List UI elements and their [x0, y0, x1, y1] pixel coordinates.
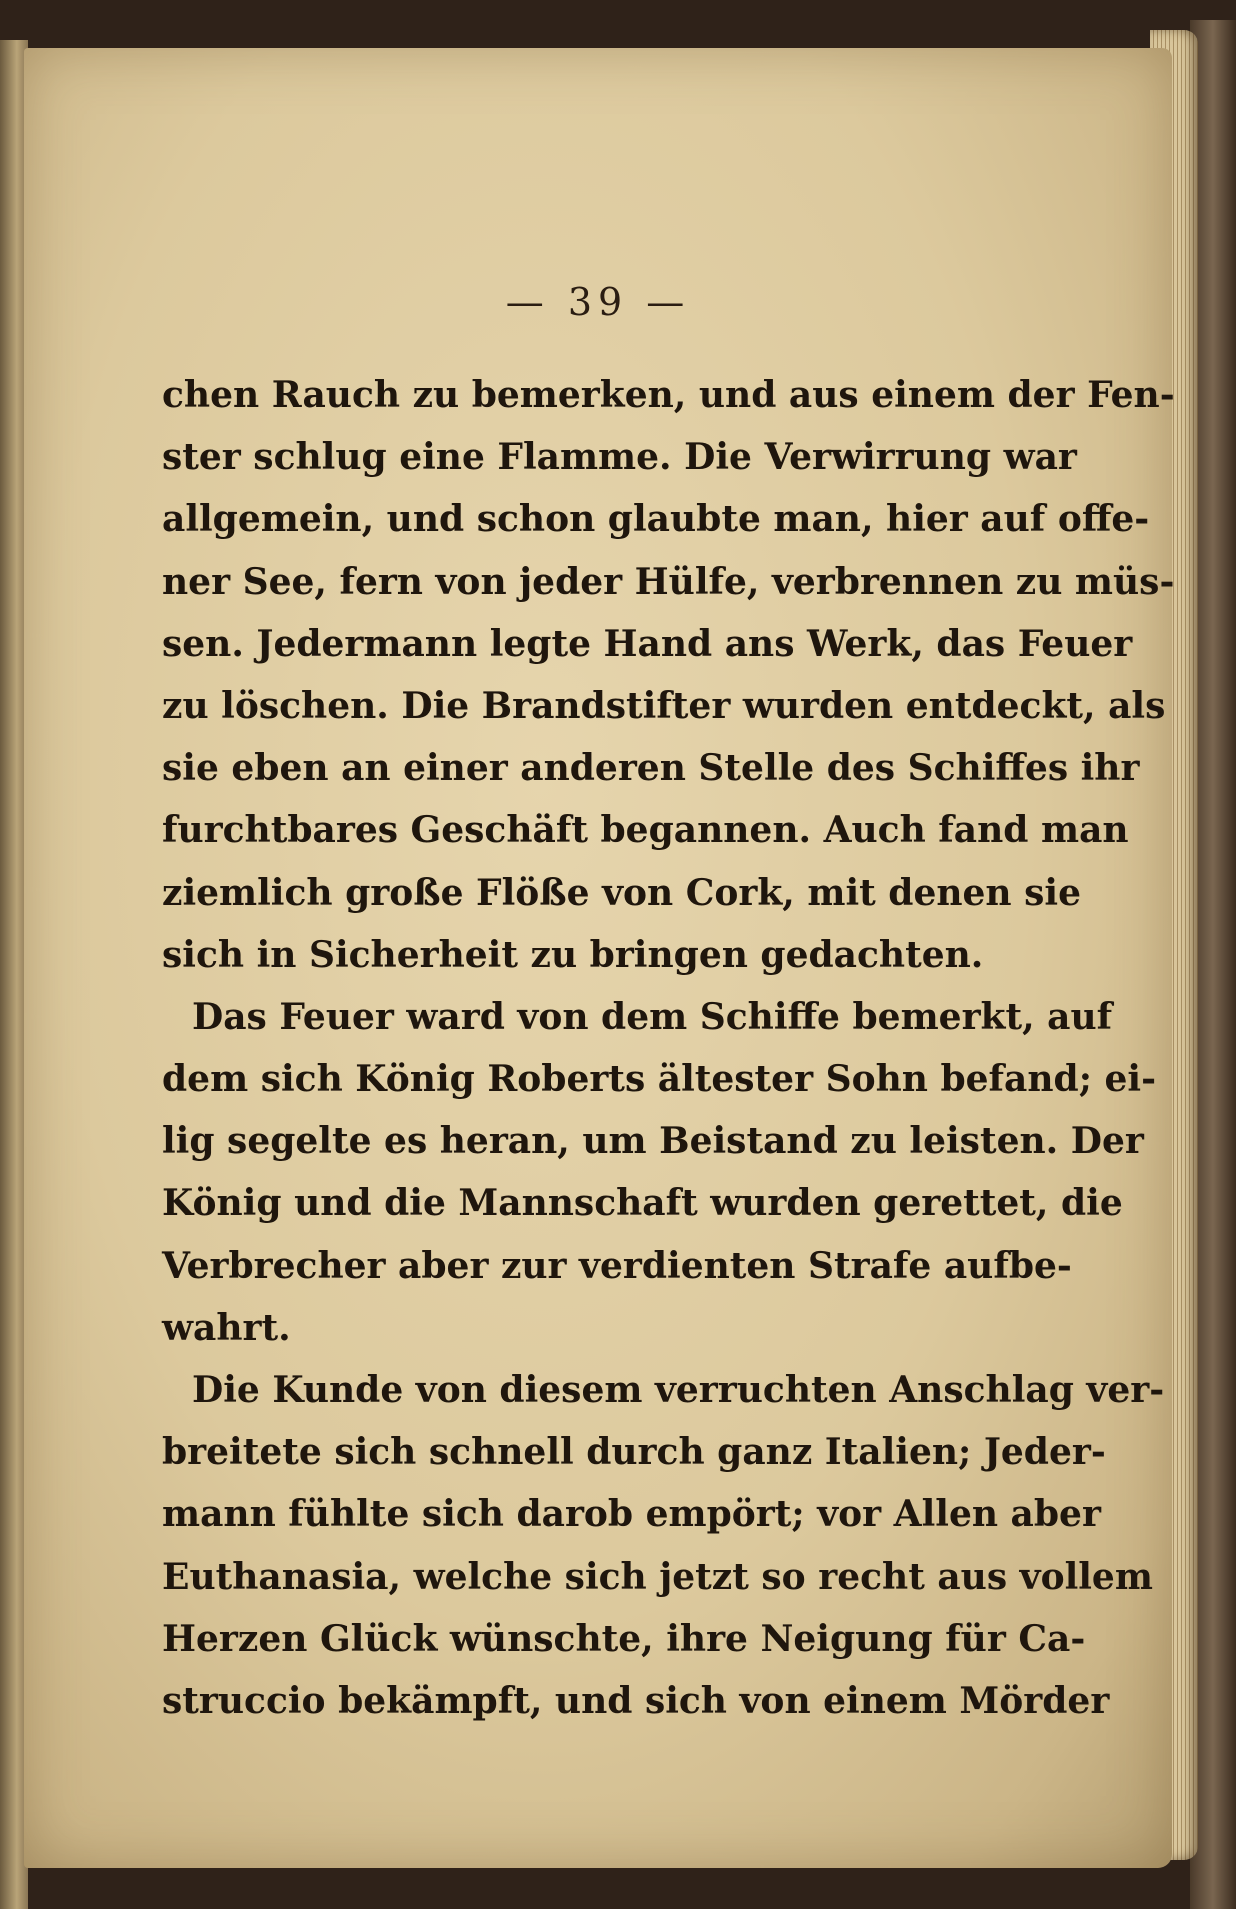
body-text [162, 364, 1175, 1732]
text-line: Euthanasia, welche sich jetzt so recht aus vollem [162, 1555, 1153, 1598]
text-line: Verbrecher aber zur verdienten Strafe aufbe- [162, 1244, 1072, 1287]
text-line: ziemlich große Flöße von Cork, mit denen sie [162, 871, 1081, 914]
text-line: wahrt. [162, 1306, 291, 1349]
text-line: König und die Mannschaft wurden gerettet, die [162, 1182, 1123, 1225]
text-line: Herzen Glück wünschte, ihre Neigung für Ca- [162, 1617, 1086, 1660]
text-line: mann fühlte sich darob empört; vor Allen aber [162, 1493, 1101, 1536]
text-line: sich in Sicherheit zu bringen gedachten. [162, 933, 984, 976]
text-line: allgemein, und schon glaubte man, hier auf offe- [162, 498, 1150, 541]
text-line: sie eben an einer anderen Stelle des Schiffes ihr [162, 747, 1140, 790]
page-number-header: — 39 — [505, 280, 691, 324]
book-page [24, 48, 1175, 1868]
text-line: ner See, fern von jeder Hülfe, verbrennen zu müs- [162, 560, 1175, 603]
text-line: zu löschen. Die Brandstifter wurden entdeckt, als [162, 684, 1166, 727]
text-line: dem sich König Roberts ältester Sohn befand; ei- [162, 1058, 1157, 1101]
text-line: struccio bekämpft, und sich von einem Mörder [162, 1679, 1110, 1722]
text-line: ster schlug eine Flamme. Die Verwirrung war [162, 436, 1077, 479]
text-line: breitete sich schnell durch ganz Italien; Jeder- [162, 1431, 1106, 1474]
text-line: Die Kunde von diesem verruchten Anschlag ver- [192, 1369, 1165, 1411]
text-line: sen. Jedermann legte Hand ans Werk, das Feuer [162, 622, 1133, 665]
text-line: chen Rauch zu bemerken, und aus einem der Fen- [162, 374, 1175, 416]
text-line: furchtbares Geschäft begannen. Auch fand man [162, 809, 1129, 852]
text-line: Das Feuer ward von dem Schiffe bemerkt, auf [192, 995, 1113, 1038]
text-line: lig segelte es heran, um Beistand zu leisten. Der [162, 1120, 1144, 1163]
